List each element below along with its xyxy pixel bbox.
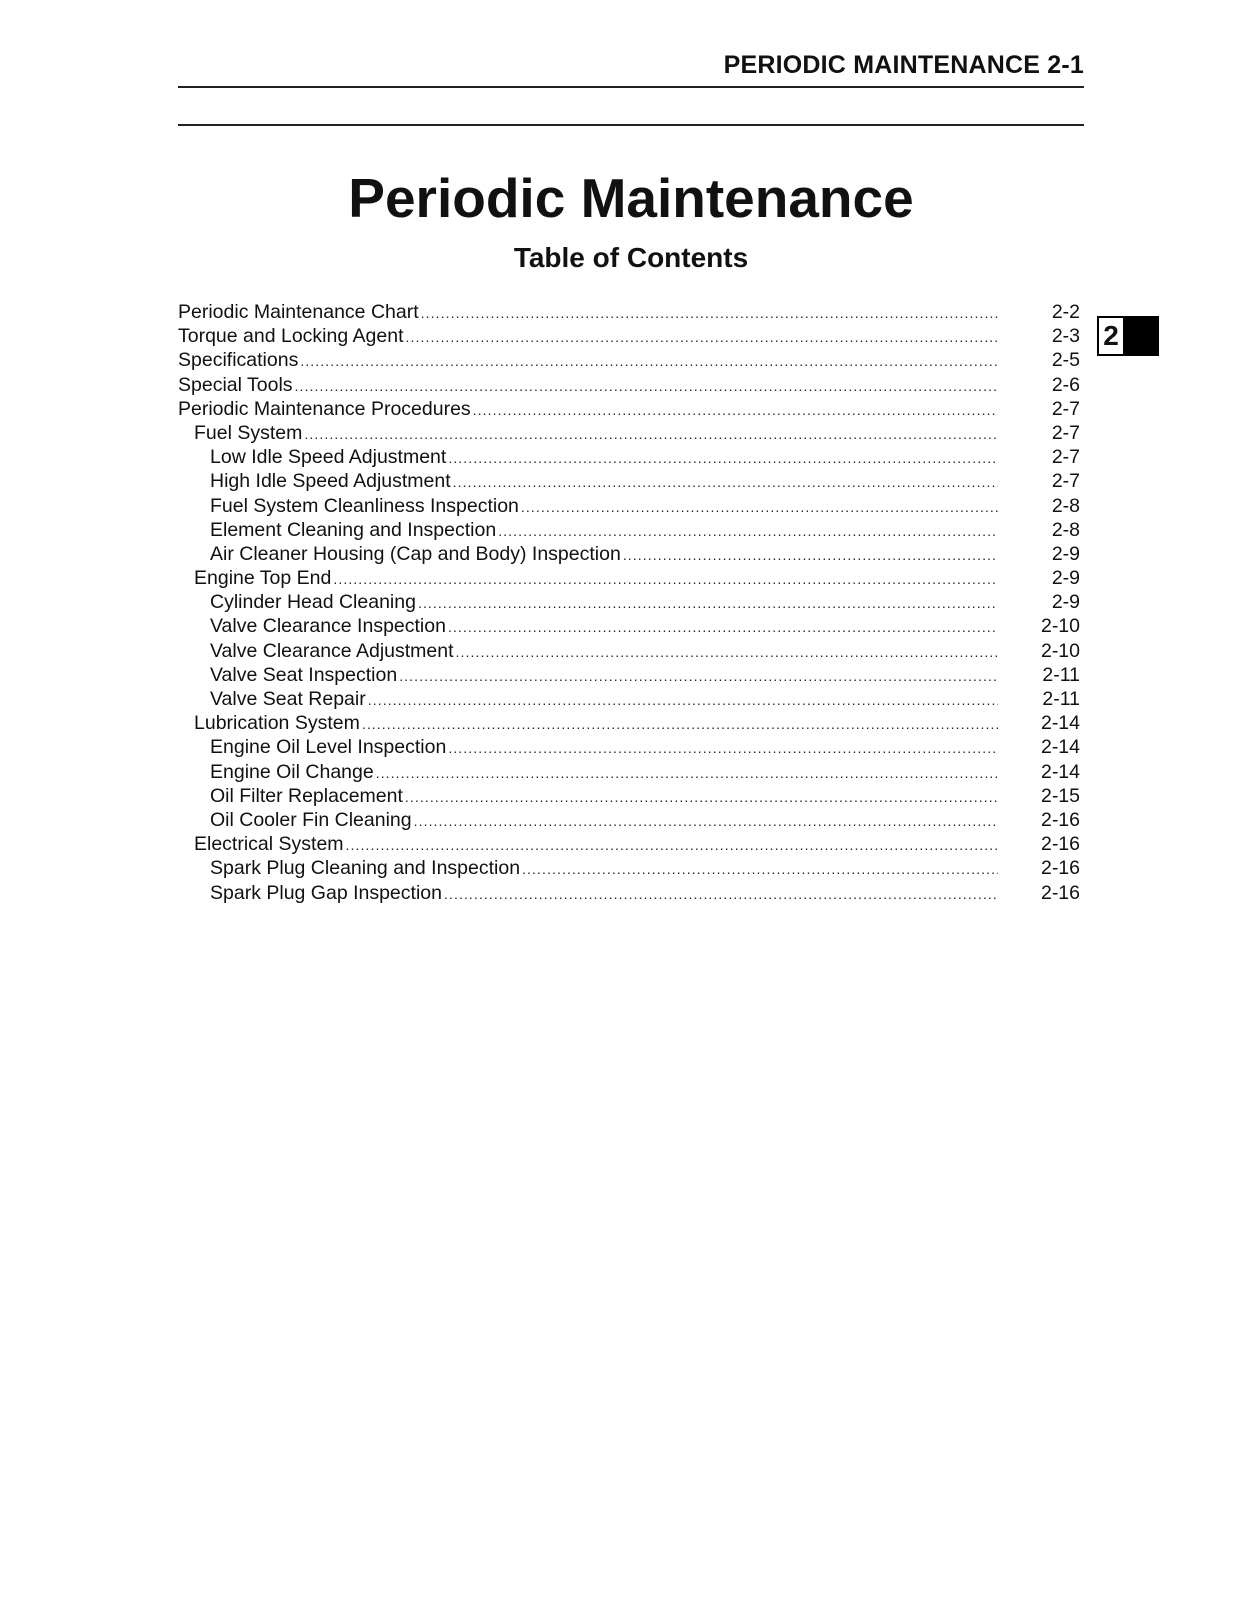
toc-item[interactable] <box>178 300 1080 324</box>
toc-item-label: Valve Clearance Inspection <box>210 615 446 638</box>
toc-item-page: 2-11 <box>1042 663 1080 686</box>
dot-leader <box>421 301 998 325</box>
toc-item-page: 2-14 <box>1040 736 1080 759</box>
toc-item-page: 2-2 <box>1051 301 1080 323</box>
toc-item-label: Oil Filter Replacement <box>210 784 403 807</box>
toc-item-page: 2-9 <box>1051 567 1080 590</box>
title-rule <box>178 124 1084 126</box>
toc-item-page: 2-10 <box>1040 615 1080 638</box>
toc-item-page: 2-10 <box>1040 639 1080 662</box>
toc-heading: Table of Contents <box>513 242 749 273</box>
toc-item-label: Fuel System Cleanliness Inspection <box>210 494 519 517</box>
dot-leader <box>418 591 998 615</box>
toc-item-label: Special Tools <box>178 373 293 396</box>
chapter-tab-bar <box>1125 316 1159 356</box>
toc-item-page: 2-14 <box>1040 760 1080 783</box>
chapter-tab <box>1097 316 1159 356</box>
toc-item[interactable] <box>178 542 1080 566</box>
toc-item-label: Specifications <box>178 349 299 372</box>
dot-leader <box>498 519 998 543</box>
toc-item-page: 2-16 <box>1040 857 1080 880</box>
dot-leader <box>333 567 998 591</box>
toc-item-label: Periodic Maintenance Procedures <box>178 397 471 420</box>
toc-item-label: Valve Clearance Adjustment <box>210 639 454 662</box>
dot-leader <box>521 495 998 519</box>
toc-item-label: Lubrication System <box>194 712 360 735</box>
toc-item-label: Air Cleaner Housing (Cap and Body) Inspection <box>210 542 621 565</box>
toc-item-page: 2-8 <box>1051 518 1080 541</box>
dot-leader <box>406 325 998 349</box>
toc-item[interactable] <box>178 663 1080 687</box>
toc-item[interactable] <box>178 421 1080 445</box>
dot-leader <box>405 785 998 809</box>
toc-item-label: Spark Plug Gap Inspection <box>210 881 442 904</box>
chapter-number: 2 <box>1097 316 1125 356</box>
toc-item-label: Engine Oil Change <box>210 760 374 783</box>
toc-item[interactable] <box>178 348 1080 372</box>
dot-leader <box>346 833 998 857</box>
page-title: Periodic Maintenance <box>348 167 914 229</box>
toc-item-page: 2-16 <box>1040 808 1080 831</box>
dot-leader <box>456 640 998 664</box>
toc-item[interactable] <box>178 494 1080 518</box>
dot-leader <box>300 349 998 373</box>
toc-item[interactable] <box>178 566 1080 590</box>
toc-item-label: Valve Seat Inspection <box>210 663 398 686</box>
dot-leader <box>304 422 998 446</box>
toc-item-page: 2-3 <box>1051 325 1080 348</box>
toc-item[interactable] <box>178 639 1080 663</box>
toc-item[interactable] <box>178 832 1080 856</box>
toc-item-page: 2-8 <box>1051 494 1080 517</box>
toc-item-label: Fuel System <box>194 421 303 444</box>
dot-leader <box>448 615 998 639</box>
toc-item-page: 2-6 <box>1051 373 1080 396</box>
dot-leader <box>362 712 998 736</box>
toc-item[interactable] <box>178 614 1080 638</box>
toc-item-page: 2-16 <box>1040 881 1080 904</box>
toc-item[interactable] <box>178 881 1080 905</box>
toc-item-page: 2-7 <box>1051 397 1080 420</box>
toc-item-label: Cylinder Head Cleaning <box>210 591 416 614</box>
toc-item-label: Engine Top End <box>194 567 332 590</box>
dot-leader <box>376 761 998 785</box>
dot-leader <box>399 664 998 688</box>
toc-item[interactable] <box>178 445 1080 469</box>
dot-leader <box>444 882 998 906</box>
toc-item[interactable] <box>178 518 1080 542</box>
toc-item-label: Valve Seat Repair <box>210 688 366 710</box>
toc-item-page: 2-11 <box>1042 688 1080 710</box>
dot-leader <box>368 688 998 712</box>
toc-item-page: 2-7 <box>1051 470 1080 493</box>
toc-item-page: 2-14 <box>1040 712 1080 735</box>
toc-item[interactable] <box>178 590 1080 614</box>
toc-item-page: 2-7 <box>1051 421 1080 444</box>
toc-item[interactable] <box>178 784 1080 808</box>
toc-item[interactable] <box>178 373 1080 397</box>
toc-item[interactable] <box>178 687 1080 711</box>
table-of-contents <box>178 300 1080 905</box>
toc-item-label: Spark Plug Cleaning and Inspection <box>210 857 521 880</box>
toc-item-label: Element Cleaning and Inspection <box>210 518 497 541</box>
toc-item-label: Torque and Locking Agent <box>178 325 404 348</box>
toc-item-page: 2-9 <box>1051 542 1080 565</box>
toc-item-label: Engine Oil Level Inspection <box>210 736 447 759</box>
toc-item-page: 2-15 <box>1040 784 1080 807</box>
toc-item-label: Electrical System <box>194 833 344 856</box>
dot-leader <box>448 446 998 470</box>
toc-item-page: 2-5 <box>1051 349 1080 372</box>
dot-leader <box>414 809 998 833</box>
dot-leader <box>522 857 998 881</box>
toc-item[interactable] <box>178 711 1080 735</box>
toc-item-label: Oil Cooler Fin Cleaning <box>210 808 412 831</box>
toc-item-label: High Idle Speed Adjustment <box>210 470 451 493</box>
toc-item-page: 2-9 <box>1051 591 1080 614</box>
toc-item[interactable] <box>178 808 1080 832</box>
dot-leader <box>453 470 998 494</box>
toc-item-label: Low Idle Speed Adjustment <box>210 446 447 469</box>
running-header: PERIODIC MAINTENANCE 2-1 <box>723 51 1084 79</box>
toc-item[interactable] <box>178 760 1080 784</box>
toc-item-page: 2-7 <box>1051 446 1080 469</box>
dot-leader <box>295 374 998 398</box>
toc-item[interactable] <box>178 469 1080 493</box>
dot-leader <box>473 398 998 422</box>
toc-item[interactable] <box>178 397 1080 421</box>
toc-item-page: 2-16 <box>1040 833 1080 856</box>
dot-leader <box>448 736 998 760</box>
toc-item[interactable] <box>178 856 1080 880</box>
toc-item[interactable] <box>178 324 1080 348</box>
toc-item-label: Periodic Maintenance Chart <box>178 301 419 323</box>
dot-leader <box>623 543 998 567</box>
header-rule <box>178 86 1084 88</box>
toc-item[interactable] <box>178 735 1080 759</box>
